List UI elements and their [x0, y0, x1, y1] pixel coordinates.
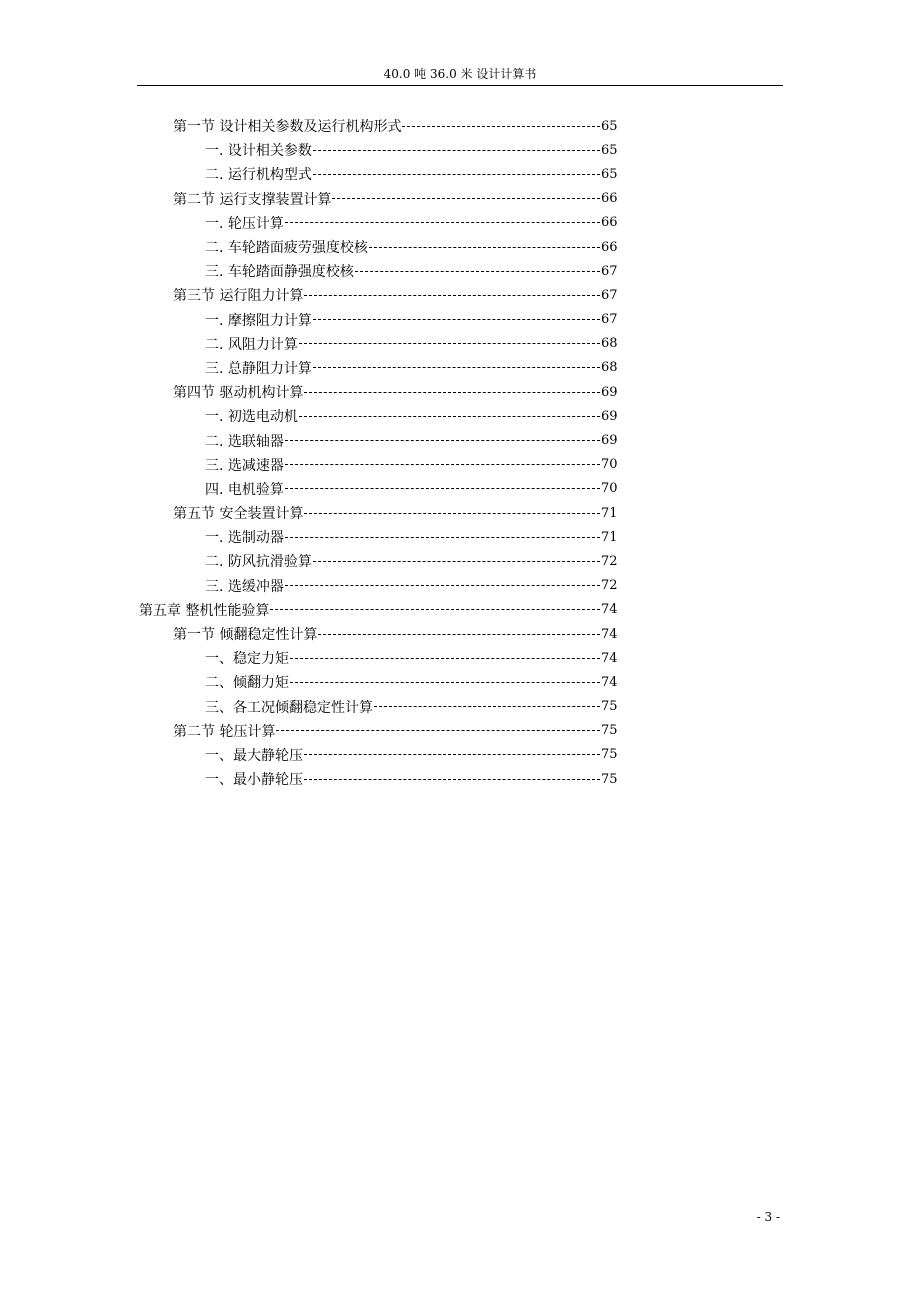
toc-entry-label: 二、倾翻力矩 [205, 675, 289, 692]
toc-entry[interactable] [0, 428, 920, 452]
toc-leader-dashes [304, 754, 600, 755]
toc-leader-dashes [313, 561, 600, 562]
toc-entry[interactable] [0, 477, 920, 501]
toc-leader-dashes [304, 513, 600, 514]
toc-entry[interactable] [0, 211, 920, 235]
toc-entry[interactable] [0, 114, 920, 138]
toc-entry[interactable] [0, 646, 920, 670]
toc-entry[interactable] [0, 598, 920, 622]
toc-leader-dashes [313, 319, 600, 320]
toc-entry[interactable] [0, 574, 920, 598]
toc-entry-page: 69 [601, 433, 618, 449]
toc-entry-label: 第五章 整机性能验算 [139, 602, 270, 619]
toc-entry-label: 第二节 轮压计算 [173, 723, 276, 740]
toc-entry-label: 一. 摩擦阻力计算 [205, 312, 312, 329]
toc-entry[interactable] [0, 525, 920, 549]
page-header-title: 40.0 吨 36.0 米 设计计算书 [383, 67, 537, 81]
toc-entry-page: 66 [601, 239, 618, 255]
toc-entry-label: 第三节 运行阻力计算 [173, 288, 304, 305]
toc-entry-label: 三. 选缓冲器 [205, 578, 284, 595]
toc-entry[interactable] [0, 187, 920, 211]
toc-leader-dashes [313, 174, 600, 175]
toc-entry-page: 75 [601, 723, 618, 739]
toc-leader-dashes [304, 392, 600, 393]
toc-leader-dashes [304, 779, 600, 780]
toc-entry-page: 75 [601, 747, 618, 763]
toc-entry-label: 三. 总静阻力计算 [205, 360, 312, 377]
toc-entry[interactable] [0, 695, 920, 719]
toc-leader-dashes [313, 150, 600, 151]
toc-entry[interactable] [0, 162, 920, 186]
toc-leader-dashes [285, 488, 600, 489]
toc-entry-page: 74 [601, 650, 618, 666]
toc-entry[interactable] [0, 235, 920, 259]
toc-entry-label: 第四节 驱动机构计算 [173, 385, 304, 402]
toc-entry-page: 67 [601, 263, 618, 279]
toc-entry-page: 68 [601, 360, 618, 376]
toc-entry-page: 72 [601, 553, 618, 569]
toc-entry[interactable] [0, 670, 920, 694]
toc-leader-dashes [355, 271, 600, 272]
toc-leader-dashes [290, 682, 600, 683]
toc-entry-label: 第一节 倾翻稳定性计算 [173, 627, 318, 644]
toc-leader-dashes [276, 730, 600, 731]
toc-entry-page: 72 [601, 578, 618, 594]
toc-entry-page: 74 [601, 602, 618, 618]
toc-entry-page: 65 [601, 166, 618, 182]
toc-leader-dashes [285, 222, 600, 223]
toc-entry-page: 68 [601, 336, 618, 352]
toc-entry-label: 二. 运行机构型式 [205, 167, 312, 184]
toc-entry-label: 第二节 运行支撑装置计算 [173, 191, 332, 208]
toc-entry-label: 一、稳定力矩 [205, 651, 289, 668]
toc-entry-label: 第一节 设计相关参数及运行机构形式 [173, 119, 402, 136]
toc-entry-label: 一、最小静轮压 [205, 772, 303, 789]
toc-entry[interactable] [0, 332, 920, 356]
toc-entry[interactable] [0, 501, 920, 525]
page-number: - 3 - [756, 1210, 780, 1224]
toc-entry-label: 一、最大静轮压 [205, 747, 303, 764]
toc-entry[interactable] [0, 259, 920, 283]
toc-entry-page: 70 [601, 481, 618, 497]
toc-entry-label: 第五节 安全装置计算 [173, 506, 304, 523]
toc-entry-page: 67 [601, 287, 618, 303]
toc-entry-page: 66 [601, 191, 618, 207]
toc-leader-dashes [285, 464, 600, 465]
toc-leader-dashes [332, 198, 600, 199]
toc-entry[interactable] [0, 283, 920, 307]
toc-entry-label: 二. 防风抗滑验算 [205, 554, 312, 571]
toc-entry[interactable] [0, 767, 920, 791]
toc-leader-dashes [374, 706, 600, 707]
toc-entry[interactable] [0, 549, 920, 573]
toc-entry-page: 66 [601, 215, 618, 231]
toc-entry-label: 二. 风阻力计算 [205, 336, 298, 353]
toc-leader-dashes [285, 537, 600, 538]
toc-leader-dashes [299, 343, 600, 344]
toc-entry-page: 74 [601, 626, 618, 642]
toc-entry-page: 70 [601, 457, 618, 473]
toc-leader-dashes [304, 295, 600, 296]
toc-entry[interactable] [0, 622, 920, 646]
toc-leader-dashes [313, 367, 600, 368]
toc-entry-page: 75 [601, 771, 618, 787]
toc-entry-label: 三. 车轮踏面静强度校核 [205, 264, 354, 281]
toc-entry[interactable] [0, 356, 920, 380]
toc-leader-dashes [285, 440, 600, 441]
table-of-contents [0, 114, 920, 791]
toc-entry[interactable] [0, 380, 920, 404]
toc-entry[interactable] [0, 453, 920, 477]
toc-leader-dashes [299, 416, 600, 417]
toc-entry-label: 三. 选减速器 [205, 457, 284, 474]
toc-entry-label: 四. 电机验算 [205, 481, 284, 498]
toc-entry[interactable] [0, 743, 920, 767]
toc-entry[interactable] [0, 719, 920, 743]
toc-entry-label: 一. 选制动器 [205, 530, 284, 547]
toc-leader-dashes [402, 126, 600, 127]
toc-leader-dashes [318, 634, 600, 635]
toc-entry-label: 一. 轮压计算 [205, 215, 284, 232]
toc-entry-label: 三、各工况倾翻稳定性计算 [205, 699, 373, 716]
toc-leader-dashes [270, 609, 600, 610]
toc-entry-page: 75 [601, 699, 618, 715]
toc-entry[interactable] [0, 138, 920, 162]
toc-entry-label: 一. 初选电动机 [205, 409, 298, 426]
toc-entry-page: 71 [601, 505, 618, 521]
toc-entry[interactable] [0, 308, 920, 332]
toc-entry[interactable] [0, 404, 920, 428]
toc-leader-dashes [285, 585, 600, 586]
toc-entry-label: 二. 选联轴器 [205, 433, 284, 450]
header-rule [137, 85, 783, 86]
toc-entry-page: 69 [601, 384, 618, 400]
toc-entry-label: 一. 设计相关参数 [205, 143, 312, 160]
toc-entry-page: 67 [601, 312, 618, 328]
toc-leader-dashes [290, 658, 600, 659]
toc-entry-label: 二. 车轮踏面疲劳强度校核 [205, 240, 368, 257]
toc-entry-page: 69 [601, 408, 618, 424]
toc-leader-dashes [369, 247, 600, 248]
toc-entry-page: 71 [601, 529, 618, 545]
toc-entry-page: 74 [601, 674, 618, 690]
toc-entry-page: 65 [601, 142, 618, 158]
toc-entry-page: 65 [601, 118, 618, 134]
